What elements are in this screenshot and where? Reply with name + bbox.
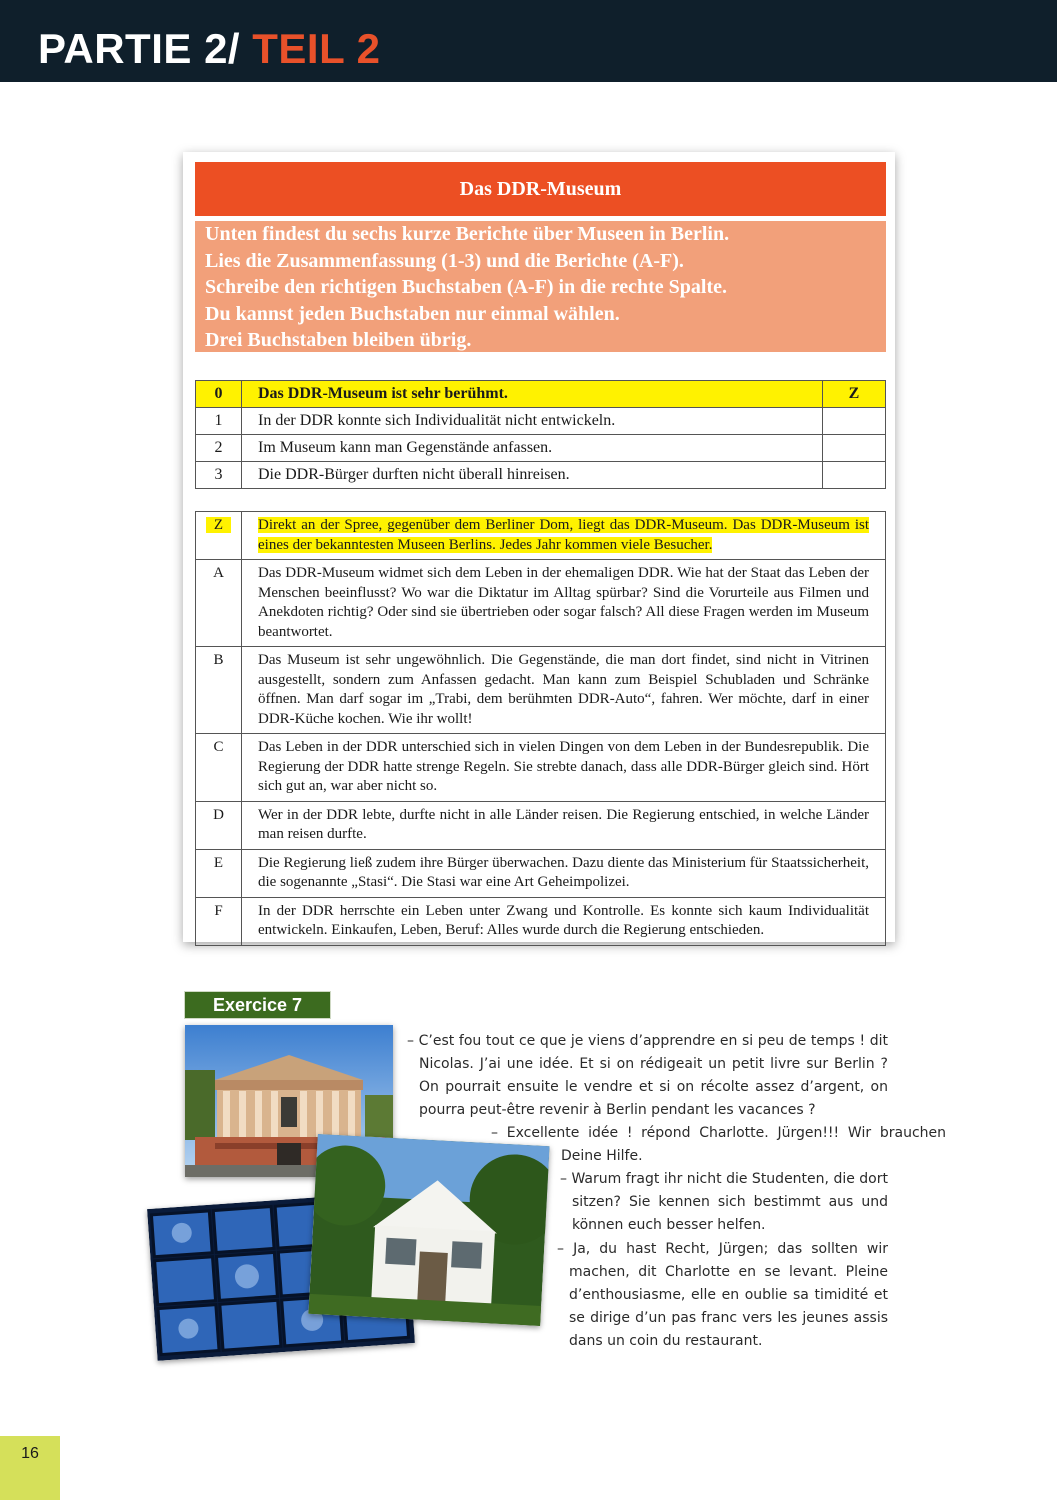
page-number: 16 xyxy=(0,1436,60,1500)
summary-number: 2 xyxy=(196,435,242,462)
report-letter: E xyxy=(196,849,242,897)
report-text: Das Leben in der DDR unterschied sich in vielen Dingen von dem Leben in der Bundesrepublik. Die Regierung der DDR hatte strenge Regeln. Sie strebte danach, dass alle DDR-Bürger gleich sind. Hört sich gut an, war aber nicht so. xyxy=(242,734,886,802)
report-letter: F xyxy=(196,897,242,945)
report-text xyxy=(242,512,886,560)
dialogue-line-jurgen: – Warum fragt ihr nicht die Studenten, die dort sitzen? Sie kennen sich bestimmt aus und können euch besser helfen. xyxy=(560,1171,888,1233)
report-letter: B xyxy=(196,647,242,734)
exercise-label: Exercice 7 xyxy=(184,991,331,1019)
answer-cell[interactable] xyxy=(823,408,886,435)
report-row xyxy=(196,897,886,945)
summary-row xyxy=(196,462,886,489)
dialogue-line-charlotte-2: – Ja, du hast Recht, Jürgen; das sollten wir machen, dit Charlotte en se levant. Pleine d’enthousiasme, elle en oublie sa timidité et se dirige d’un pas franc vers les jeunes assis dans un coin du restaurant. xyxy=(557,1241,888,1349)
summary-row xyxy=(196,435,886,462)
dialogue-line-nicolas: – C’est fou tout ce que je viens d’apprendre en si peu de temps ! dit Nicolas. J’ai une idée. Et si on rédigeait un petit livre sur Berlin ? On pourrait ensuite le vendre et si on récolte assez d’argent, on pourra peut-être revenir à Berlin pendant les vacances ? xyxy=(407,1033,888,1118)
report-row xyxy=(196,734,886,802)
instruction-line: Du kannst jeden Buchstaben nur einmal wählen. xyxy=(205,302,620,325)
report-letter-highlight: Z xyxy=(206,517,231,533)
instruction-line: Drei Buchstaben bleiben übrig. xyxy=(205,329,472,351)
report-text: In der DDR herrschte ein Leben unter Zwang und Kontrolle. Es konnte sich kaum Individualität entwickeln. Einkaufen, Leben, Beruf: Alles wurde durch die Regierung entschieden. xyxy=(242,897,886,945)
answer-cell[interactable] xyxy=(823,435,886,462)
summary-text: Im Museum kann man Gegenstände anfassen. xyxy=(242,435,823,462)
report-text: Das Museum ist sehr ungewöhnlich. Die Gegenstände, die man dort findet, sind nicht in Vitrinen ausgestellt, sondern zum Anfassen gedacht. Man kann zum Beispiel Schubladen und Schränke öffnen. Man darf sogar im „Trabi, dem berühmten DDR-Auto“, fahren. Wer möchte, darf in einer DDR-Küche kochen. Wie ihr wollt! xyxy=(242,647,886,734)
answer-cell[interactable] xyxy=(823,462,886,489)
report-row xyxy=(196,801,886,849)
summary-row xyxy=(196,408,886,435)
exercise-card xyxy=(183,152,895,942)
report-text: Das DDR-Museum widmet sich dem Leben in der ehemaligen DDR. Wie hat der Staat das Leben der Menschen beeinflusst? Wo war die Diktatur im Alltag spürbar? Sind die Vorurteile aus Filmen und Anekdoten richtig? Oder sind sie übertrieben oder sogar falsch? All diese Fragen werden im Museum beantwortet. xyxy=(242,560,886,647)
summary-text: Das DDR-Museum ist sehr berühmt. xyxy=(242,381,823,408)
instructions-box xyxy=(195,221,886,352)
summary-number: 1 xyxy=(196,408,242,435)
report-text: Wer in der DDR lebte, durfte nicht in alle Länder reisen. Die Regierung entschied, in welche Länder man reisen durfte. xyxy=(242,801,886,849)
summary-table xyxy=(195,380,886,489)
card-title: Das DDR-Museum xyxy=(195,162,886,216)
summary-text: In der DDR konnte sich Individualität nicht entwickeln. xyxy=(242,408,823,435)
answer-cell: Z xyxy=(823,381,886,408)
page-title-part1: PARTIE 2/ xyxy=(38,25,253,72)
report-letter: C xyxy=(196,734,242,802)
instruction-line: Unten findest du sechs kurze Berichte über Museen in Berlin. xyxy=(205,223,730,245)
reports-table xyxy=(195,511,886,946)
report-row-example xyxy=(196,512,886,560)
report-text: Die Regierung ließ zudem ihre Bürger überwachen. Dazu diente das Ministerium für Staatssicherheit, die sogenannte „Stasi“. Die Stasi war eine Art Geheimpolizei. xyxy=(242,849,886,897)
summary-text: Die DDR-Bürger durften nicht überall hinreisen. xyxy=(242,462,823,489)
report-letter: D xyxy=(196,801,242,849)
page-title xyxy=(38,24,381,74)
report-row xyxy=(196,849,886,897)
page-title-part2: TEIL 2 xyxy=(252,25,381,72)
instruction-line: Schreibe den richtigen Buchstaben (A-F) in die rechte Spalte. xyxy=(205,276,728,298)
report-letter: A xyxy=(196,560,242,647)
report-letter xyxy=(196,512,242,560)
page-header xyxy=(0,0,1057,82)
instruction-line: Lies die Zusammenfassung (1-3) und die Berichte (A-F). xyxy=(205,249,684,272)
report-row xyxy=(196,647,886,734)
report-text-highlight: Direkt an der Spree, gegenüber dem Berliner Dom, liegt das DDR-Museum. Das DDR-Museum ist eines der bekanntesten Museen Berlins. Jedes Jahr kommen viele Besucher. xyxy=(258,517,869,553)
dialogue-line-charlotte: – Excellente idée ! répond Charlotte. Jürgen!!! Wir brauchen Deine Hilfe. xyxy=(491,1125,946,1164)
summary-number: 3 xyxy=(196,462,242,489)
report-row xyxy=(196,560,886,647)
summary-row-example xyxy=(196,381,886,408)
summary-number: 0 xyxy=(196,381,242,408)
